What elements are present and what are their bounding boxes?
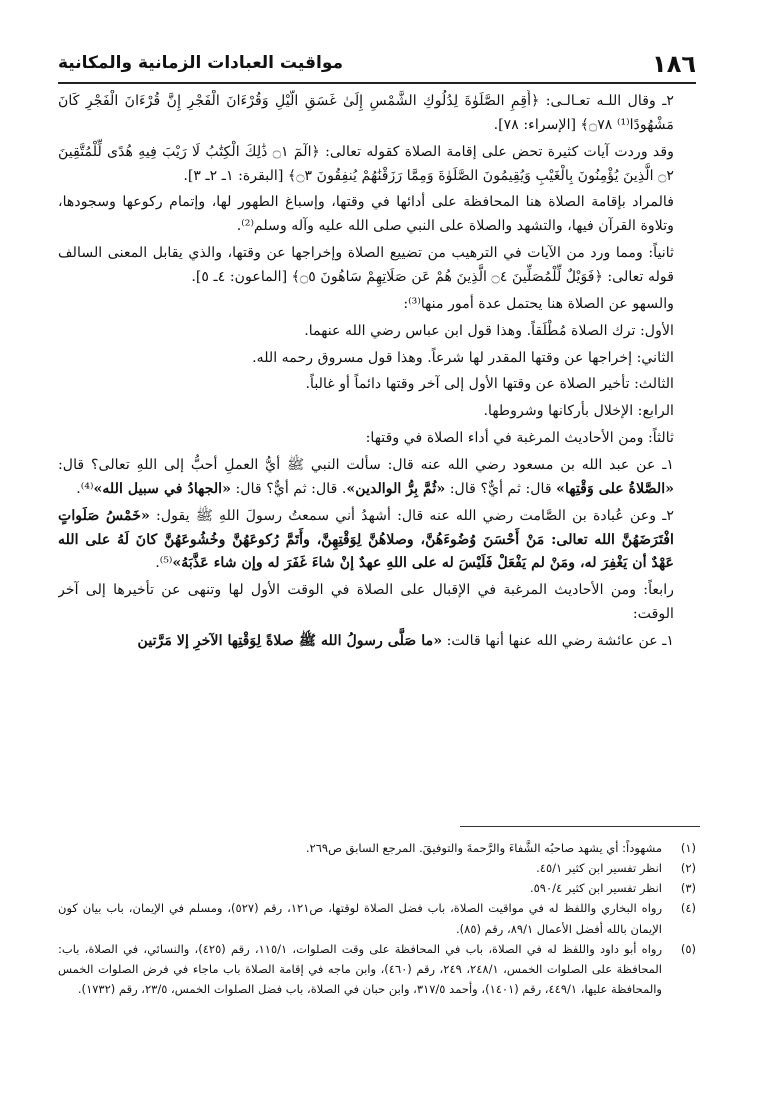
paragraph-third: ثالثاً: ومن الأحاديث المرغبة في أداء الصلاة في وقتها: <box>365 430 674 447</box>
hadith-aisha <box>58 630 696 654</box>
footnote-number: (٢) <box>680 861 696 876</box>
paragraph-verse-isra: ٢ـ وقال اللـه تعـالـى: ﴿أَقِمِ الصَّلَوٰةَ لِدُلُوكِ الشَّمْسِ إِلَىٰ غَسَقِ الَّيْلِ وَقُرْءَانَ الْفَجْرِ إِنَّ قُرْءَانَ الْفَجْرِ كَانَ مَشْهُودًا⁽¹⁾ ۝٧٨﴾ [الإسراء: ٧٨]. <box>58 93 674 133</box>
footnote <box>58 838 696 858</box>
hadith-intro: ٢ـ وعن عُبادة بن الصَّامت رضي الله عنه قال: أشهدُ أني سمعتُ رسولَ اللهِ ﷺ يقول: <box>149 507 675 524</box>
footnotes <box>58 838 696 1078</box>
footnote-number: (٥) <box>680 941 696 956</box>
footnote-divider <box>460 826 700 827</box>
footnote-text: رواه أبو داود واللفظ له في الصلاة، باب في المحافظة على وقت الصلوات، ١١٥/١، رقم (٤٢٥)، والنسائي، في الصلاة، باب: المحافظة على الصلوات الخمس، ٢٤٨/١، ٢٤٩، رقم (٤٦٠)، وابن ماجه في إقامة الصلاة باب ماجاء في فرض الصلوات الخمس والمحافظة عليها، ٤٤٩/١، رقم (١٤٠١)، وأحمد ٣١٧/٥، وابن حبان في الصلاة، باب فضل الصلوات الخمس، ٢٣/٥، رقم (١٧٣٢). <box>58 941 663 996</box>
footnote-text: رواه البخاري واللفظ له في مواقيت الصلاة، باب فضل الصلاة لوقتها، ص١٢١، رقم (٥٢٧)، ومسلم في الإيمان، باب بيان كون الإيمان بالله أفضل الأعمال ٨٩/١، رقم (٨٥). <box>58 901 662 936</box>
paragraph-fourth: رابعاً: ومن الأحاديث المرغبة في الإقبال على الصلاة في الوقت الأول لها وتنهى عن تأخيرها إلى آخر الوقت: <box>58 582 674 623</box>
hadith-text: قال: ثم أيٌّ؟ قال: <box>445 480 557 497</box>
hadith-quote: «الصَّلاةُ على وَقْتِها» <box>556 480 674 497</box>
hadith-text: . قال: ثم أيٌّ؟ قال: <box>230 480 347 497</box>
paragraph-verse-baqara: وقد وردت آيات كثيرة تحض على إقامة الصلاة كقوله تعالى: ﴿الٓمٓ ۝١ ذَٰلِكَ الْكِتَٰبُ لَا رَيْبَ فِيهِ هُدًى لِّلْمُتَّقِينَ ۝٢ الَّذِينَ يُؤْمِنُونَ بِالْغَيْبِ وَيُقِيمُونَ الصَّلَوٰةَ وَمِمَّا رَزَقْنَٰهُمْ يُنفِقُونَ ۝٣﴾ [البقرة: ١ـ ٢ـ ٣]. <box>58 143 674 184</box>
footnote <box>58 878 696 898</box>
hadith-quote: «ثُمَّ بِرُّ الوالدين» <box>346 480 446 497</box>
hadith-quote: «ما صَلَّى رسولُ الله ﷺ صلاةً لِوَقْتِها الآخرِ إلا مَرَّتين <box>137 633 443 650</box>
footnote-text: انظر تفسير ابن كثير ٥٩٠/٤. <box>529 881 662 896</box>
footnote <box>58 898 696 938</box>
footnote-text: مشهوداً: أي يشهد صاحبُه الشَّفاءَ والرَّحمةَ والتوفيقَ. المرجع السابق ص٢٦٩. <box>305 841 662 855</box>
hadith-ibn-masud <box>58 454 696 502</box>
running-title: مواقيت العبادات الزمانية والمكانية <box>58 53 343 73</box>
paragraph-second: ثانياً: ومما ورد من الآيات في الترهيب من تضييع الصلاة وإخراجها عن وقتها، والذي يقابل المعنى السالف قوله تعالى: ﴿فَوَيْلٌ لِّلْمُصَلِّينَ ۝٤ الَّذِينَ هُمْ عَن صَلَاتِهِمْ سَاهُونَ ۝٥﴾ [الماعون: ٤ـ ٥]. <box>58 245 674 286</box>
page-header <box>58 52 696 84</box>
paragraph-meaning: فالمراد بإقامة الصلاة هنا المحافظة على أدائها في وقتها، وإسباغ الطهور لها، وإتمام ركوعها وسجودها، وتلاوة القرآن فيها، والتشهد والصلاة على النبي صلى الله عليه وآله وسلم⁽²⁾. <box>58 194 674 235</box>
list-item-fourth: الرابع: الإخلال بأركانها وشروطها. <box>483 403 674 420</box>
hadith-quote: «الجهادُ في سبيل الله» <box>93 480 231 497</box>
footnote <box>58 939 696 999</box>
hadith-quote: «خَمْسُ صَلَواتٍ افْتَرَضَهُنَّ الله تعالى: مَنْ أَحْسَنَ وُضُوءَهُنَّ، وصلاهُنَّ لِوَقْتِهِنَّ، وأَتَمَّ رُكوعَهُنَّ وخُشُوعَهُنَّ كانَ لَهُ على الله عَهْدٌ أن يَغْفِرَ له، ومَنْ لم يَفْعَلْ فَلَيْسَ له على اللهِ عهدٌ إنْ شاءَ غَفَرَ له وإن شاء عَذَّبَهُ» <box>58 507 674 572</box>
footnote <box>58 858 696 878</box>
footnote-text: انظر تفسير ابن كثير ٤٥/١. <box>536 861 662 876</box>
list-item-first: الأول: ترك الصلاة مُطْلَقاً. وهذا قول ابن عباس رضي الله عنهما. <box>304 322 674 339</box>
hadith-ubada <box>58 505 696 577</box>
footnote-number: (٣) <box>680 881 696 896</box>
footnote-ref: ⁽⁵⁾. <box>155 555 173 572</box>
footnote-number: (٤) <box>680 901 696 916</box>
footnote-number: (١) <box>680 841 696 855</box>
hadith-intro: ١ـ عن عائشة رضي الله عنها أنها قالت: <box>442 633 674 650</box>
footnote-ref: ⁽⁴⁾. <box>76 480 94 497</box>
page-number: ١٨٦ <box>652 50 696 78</box>
hadith-intro: ١ـ عن عبد الله بن مسعود رضي الله عنه قال: سألت النبي ﷺ أيُّ العملِ أحبُّ إلى اللهِ تعالى؟ قال: <box>58 457 674 474</box>
paragraph-sahw: والسهو عن الصلاة هنا يحتمل عدة أمور منها⁽³⁾: <box>403 295 674 312</box>
main-text <box>58 90 696 820</box>
list-item-third: الثالث: تأخير الصلاة عن وقتها الأول إلى آخر وقتها دائماً أو غالباً. <box>305 376 674 393</box>
list-item-second: الثاني: إخراجها عن وقتها المقدر لها شرعاً. وهذا قول مسروق رحمه الله. <box>252 349 674 366</box>
